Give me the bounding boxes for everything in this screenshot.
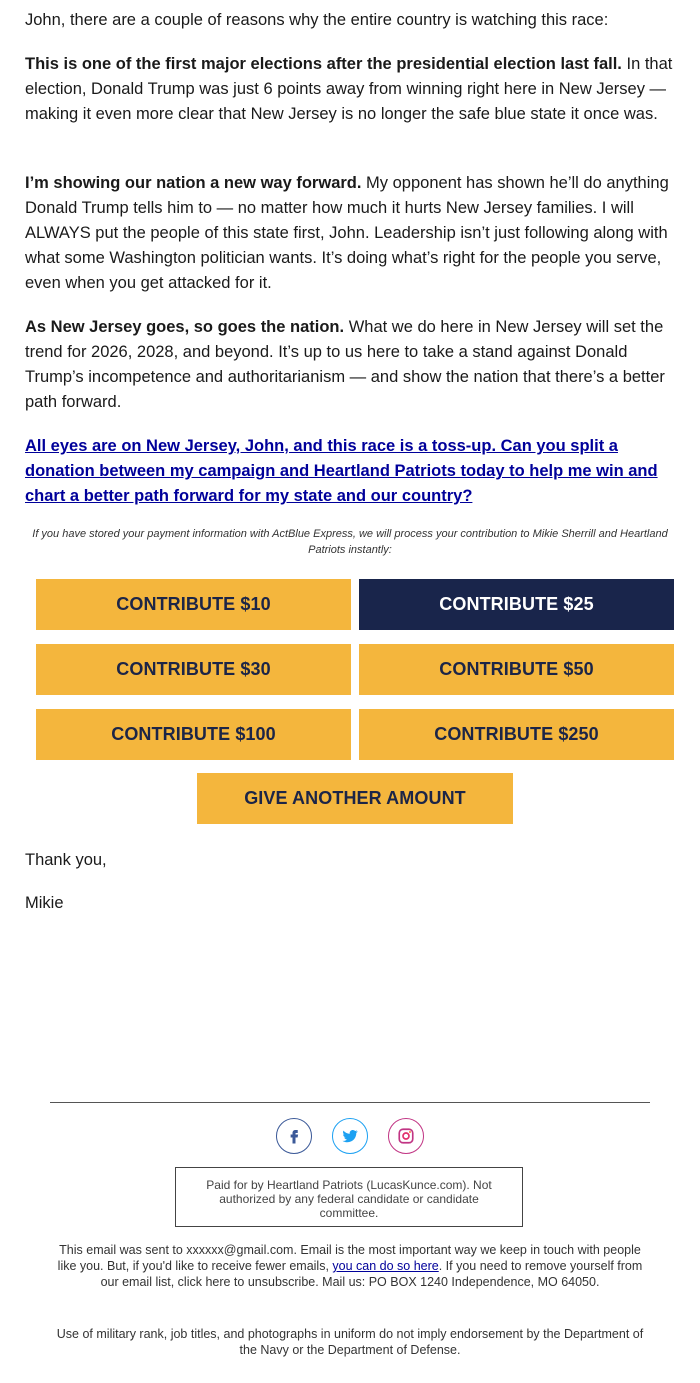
intro-text: John, there are a couple of reasons why the entire country is watching this race: [25, 11, 609, 29]
paragraph-way-forward-body: My opponent has shown he’ll do anything Donald Trump tells him to — no matter how much it hurts New Jersey families. I will ALWAYS put the people of this state first, John. Leadership isn’t just following along with what some Washington politician wants. It’s doing what’s right for the people you serve, even when you get attacked for it. [25, 174, 669, 292]
paragraph-elections-body: In that election, Donald Trump was just 6 points away from winning right here in New Jersey — making it even more clear that New Jersey is no longer the safe blue state it once was. [25, 55, 673, 123]
paragraph-way-forward [25, 171, 680, 296]
paragraph-way-forward-lead: I’m showing our nation a new way forward. [25, 174, 362, 192]
instagram-link[interactable] [388, 1118, 424, 1154]
donate-cta-link[interactable]: All eyes are on New Jersey, John, and this race is a toss-up. Can you split a donation between my campaign and Heartland Patriots today to help me win and chart a better path forward for my state and our country? [25, 437, 658, 505]
signoff-name: Mikie [25, 894, 64, 912]
cta-paragraph [25, 434, 680, 509]
facebook-link[interactable] [276, 1118, 312, 1154]
contribute-50-button[interactable]: CONTRIBUTE $50 [359, 644, 674, 695]
footer-keep-in-touch-text: . Email is the most important way we keep in touch with people like you. But, if you'd like to receive fewer emails, [57, 1243, 641, 1273]
contribute-250-button[interactable]: CONTRIBUTE $250 [359, 709, 674, 760]
footer-email-notice [50, 1242, 650, 1290]
paragraph-elections-lead: This is one of the first major elections after the presidential election last fall. [25, 55, 622, 73]
contribute-30-button[interactable]: CONTRIBUTE $30 [36, 644, 351, 695]
twitter-link[interactable] [332, 1118, 368, 1154]
contribute-25-button[interactable]: CONTRIBUTE $25 [359, 579, 674, 630]
footer-divider [50, 1102, 650, 1103]
footer-email-address: xxxxxx@gmail.com [186, 1243, 294, 1257]
paragraph-nation-lead: As New Jersey goes, so goes the nation. [25, 318, 345, 336]
instagram-icon [397, 1127, 415, 1145]
paid-for-disclaimer: Paid for by Heartland Patriots (LucasKunce.com). Not authorized by any federal candidate or candidate committee. [175, 1167, 523, 1227]
military-disclaimer: Use of military rank, job titles, and photographs in uniform do not imply endorsement by the Department of the Navy or the Department of Defense. [56, 1327, 644, 1357]
contribute-10-button[interactable]: CONTRIBUTE $10 [36, 579, 351, 630]
twitter-icon [341, 1127, 359, 1145]
give-another-amount-button[interactable]: GIVE ANOTHER AMOUNT [197, 773, 513, 824]
facebook-icon [285, 1127, 303, 1145]
paragraph-elections [25, 52, 680, 127]
footer-sent-to-text: This email was sent to [59, 1243, 187, 1257]
actblue-express-note: If you have stored your payment information with ActBlue Express, we will process your contribution to Mikie Sherrill and Heartland Patriots instantly: [32, 528, 668, 556]
footer-unsubscribe-text: . If you need to remove yourself from our email list, click here to unsubscribe. Mail us: PO BOX 1240 Independence, MO 64050. [100, 1259, 643, 1289]
paragraph-nation-body: What we do here in New Jersey will set the trend for 2026, 2028, and beyond. It’s up to us here to take a stand against Donald Trump’s incompetence and authoritarianism — and show the nation that there’s a better path forward. [25, 318, 665, 411]
fewer-emails-link[interactable]: you can do so here [332, 1259, 439, 1273]
paragraph-nation [25, 315, 680, 415]
signoff-thanks: Thank you, [25, 851, 107, 869]
contribute-100-button[interactable]: CONTRIBUTE $100 [36, 709, 351, 760]
